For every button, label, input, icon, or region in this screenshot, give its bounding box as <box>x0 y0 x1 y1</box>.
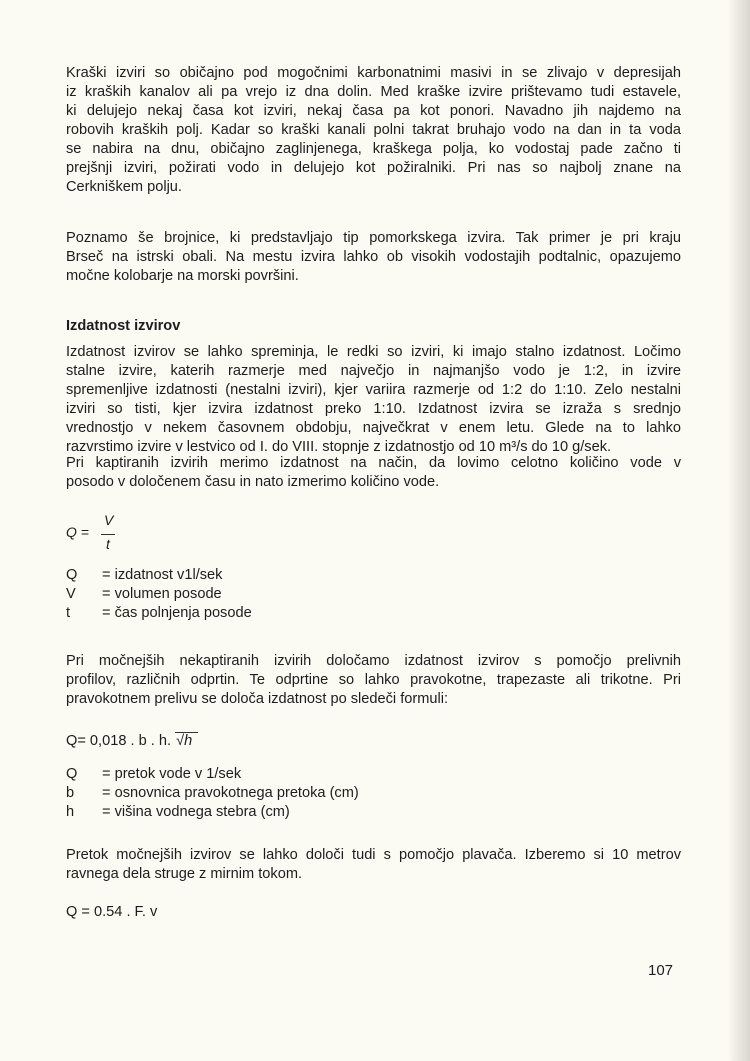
formula-weir <box>66 733 198 749</box>
definition-row <box>66 604 681 623</box>
paragraph-captured-measure <box>66 454 681 492</box>
section-heading: Izdatnost izvirov <box>66 318 181 334</box>
formula-weir-text: Q= 0,018 . b . h. <box>66 733 176 749</box>
paragraph-float <box>66 846 681 884</box>
definition-symbol: Q <box>66 766 78 782</box>
text-line: spremenljive izdatnosti (nestalni izviri), kjer variira razmerje od 1:2 do 1:10. Zelo nestalni <box>66 382 681 398</box>
text-line: pravokotnem prelivu se določa izdatnost po sledeči formuli: <box>66 691 449 707</box>
formula-denominator: t <box>106 536 110 552</box>
text-line: Pri kaptiranih izvirih merimo izdatnost na način, da lovimo celotno količino vode v <box>66 455 681 471</box>
paragraph-karst-springs <box>66 64 681 197</box>
text-line: vrednostjo v nekem časovnem obdobju, največkrat v enem letu. Glede na to lahko <box>66 420 681 436</box>
text-line: ki delujejo nekaj časa kot izviri, nekaj časa pa kot ponori. Navadno jih najdemo na <box>66 103 681 119</box>
definition-symbol: Q <box>66 567 78 583</box>
definition-symbol: V <box>66 586 76 602</box>
definition-row <box>66 585 681 604</box>
definition-text: = volumen posode <box>102 586 222 602</box>
paragraph-weirs <box>66 652 681 709</box>
definition-text: = višina vodnega stebra (cm) <box>102 804 290 820</box>
definition-symbol: h <box>66 804 75 820</box>
formula-lhs: Q = <box>66 524 89 540</box>
formula-numerator: V <box>104 512 114 528</box>
text-line: Brseč na istrski obali. Na mestu izvira lahko ob visokih vodostajih podtalnic, opazujemo <box>66 249 681 265</box>
text-line: prejšnji izviri, požirati vodo in delujejo kot požiralniki. Pri nas so najbolj znane na <box>66 160 681 176</box>
text-line: iz kraških kanalov ali pa vrejo iz dna dolin. Med kraške izvire prištevamo tudi estavele, <box>66 84 681 100</box>
definition-row <box>66 566 681 585</box>
definition-symbol: t <box>66 605 71 621</box>
text-line: profilov, različnih odprtin. Te odprtine so lahko pravokotne, trapezaste ali trikotne. Pri <box>66 672 681 688</box>
definition-row <box>66 803 681 822</box>
paragraph-yield <box>66 343 681 457</box>
text-line: Pri močnejših nekaptiranih izvirih določamo izdatnost izvirov s pomočjo prelivnih <box>66 653 681 669</box>
text-line: Pretok močnejših izvirov se lahko določi tudi s pomočjo plavača. Izberemo si 10 metrov <box>66 847 681 863</box>
paragraph-brojnice <box>66 229 681 286</box>
text-line: razvrstimo izvire v lestvico od I. do VIII. stopnje z izdatnostjo od 10 m³/s do 10 g/sek. <box>66 439 612 455</box>
page-number: 107 <box>648 962 674 979</box>
definitions-1 <box>66 566 681 623</box>
definition-text: = izdatnost v1l/sek <box>102 567 223 583</box>
text-line: se nabira na dnu, običajno zaglinjenega, kraškega polja, ko vodostaj pade začno ti <box>66 141 681 157</box>
text-line: robovih kraških polj. Kadar so kraški kanali polni takrat bruhajo vodo na dan in ta voda <box>66 122 681 138</box>
definition-text: = čas polnjenja posode <box>102 605 252 621</box>
text-line: posodo v določenem času in nato izmerimo količino vode. <box>66 474 440 490</box>
text-line: Kraški izviri so običajno pod mogočnimi karbonatnimi masivi in se zlivajo v depresijah <box>66 65 681 81</box>
text-line: Izdatnost izvirov se lahko spreminja, le redki so izviri, ki imajo stalno izdatnost. Ločimo <box>66 344 681 360</box>
fraction-bar <box>101 534 115 535</box>
definitions-2 <box>66 765 681 822</box>
text-line: izviri so tisti, kjer izvira izdatnost preko 1:10. Izdatnost izvira se izraža s srednjo <box>66 401 681 417</box>
definition-symbol: b <box>66 785 75 801</box>
sqrt-h: √h <box>175 732 198 749</box>
scan-edge-shadow <box>728 0 750 1061</box>
text-line: ravnega dela struge z mirnim tokom. <box>66 866 303 882</box>
definition-text: = osnovnica pravokotnega pretoka (cm) <box>102 785 359 801</box>
formula-float: Q = 0.54 . F. v <box>66 904 158 920</box>
definition-text: = pretok vode v 1/sek <box>102 766 242 782</box>
text-line: stalne izvire, katerih razmerje med največjo in najmanjšo vodo je 1:2, in izvire <box>66 363 681 379</box>
text-line: Poznamo še brojnice, ki predstavljajo tip pomorkskega izvira. Tak primer je pri kraju <box>66 230 681 246</box>
definition-row <box>66 784 681 803</box>
text-line: močne kolobarje na morski površini. <box>66 268 299 284</box>
definition-row <box>66 765 681 784</box>
text-line: Cerkniškem polju. <box>66 179 182 195</box>
